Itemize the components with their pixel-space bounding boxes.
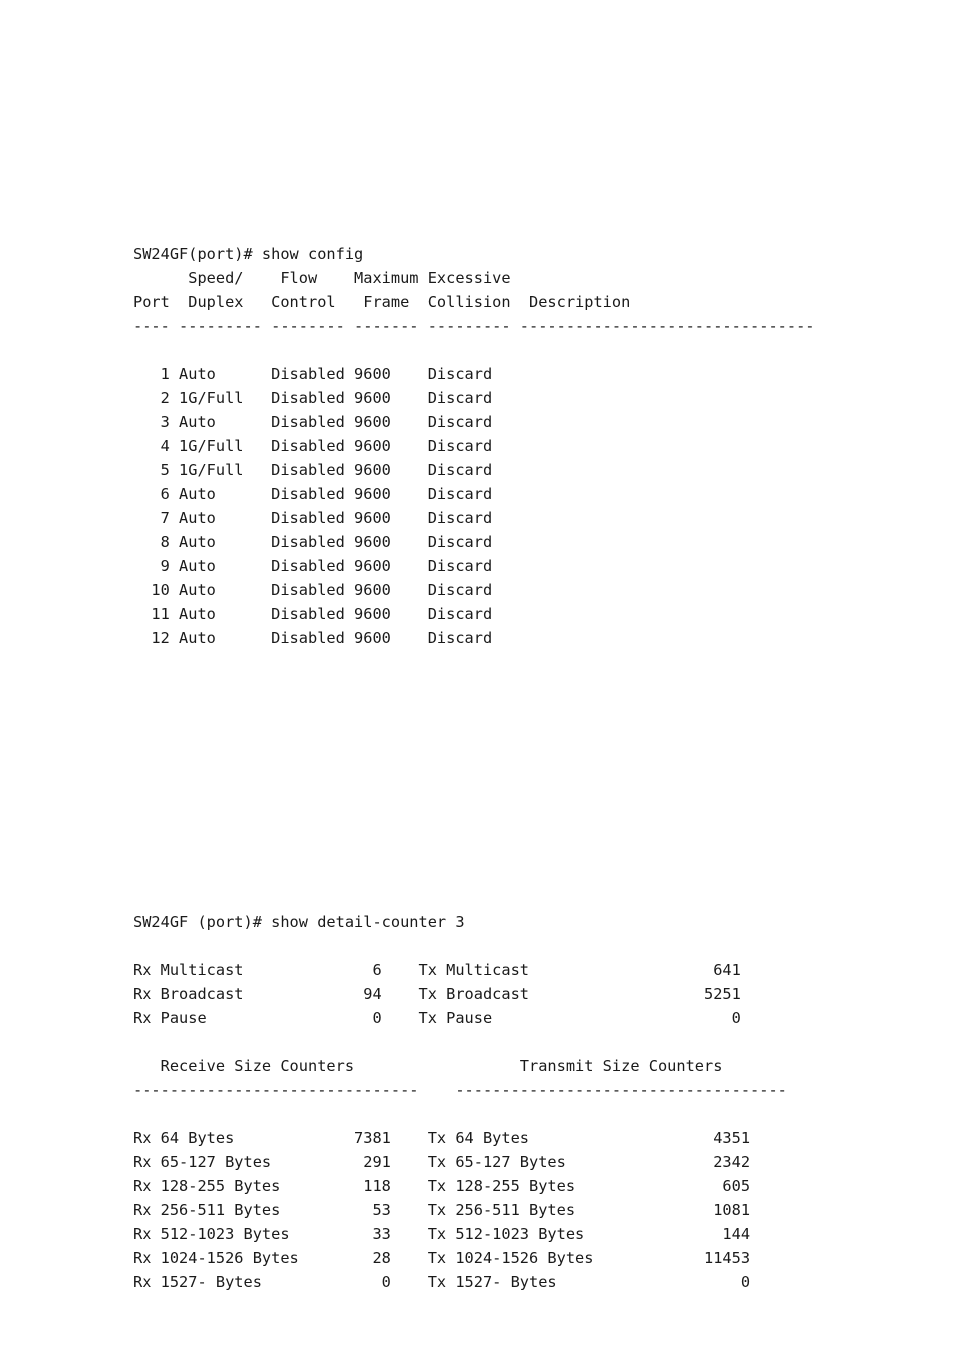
size-counter-row: Rx 256-511 Bytes 53 Tx 256-511 Bytes 1081 <box>133 1201 751 1219</box>
table-row: 10 Auto Disabled 9600 Discard <box>133 581 493 599</box>
size-counters-header: Receive Size Counters Transmit Size Counters <box>133 1057 723 1075</box>
table-header-line: Speed/ Flow Maximum Excessive <box>133 269 511 287</box>
command-line: SW24GF (port)# show detail-counter 3 <box>133 913 465 931</box>
table-row: 9 Auto Disabled 9600 Discard <box>133 557 493 575</box>
counter-summary-row: Rx Pause 0 Tx Pause 0 <box>133 1009 741 1027</box>
command-line: SW24GF(port)# show config <box>133 245 364 263</box>
counter-summary-row: Rx Multicast 6 Tx Multicast 641 <box>133 961 741 979</box>
table-row: 8 Auto Disabled 9600 Discard <box>133 533 493 551</box>
size-counter-row: Rx 1527- Bytes 0 Tx 1527- Bytes 0 <box>133 1273 751 1291</box>
table-row: 2 1G/Full Disabled 9600 Discard <box>133 389 493 407</box>
table-row: 6 Auto Disabled 9600 Discard <box>133 485 493 503</box>
size-counter-row: Rx 64 Bytes 7381 Tx 64 Bytes 4351 <box>133 1129 751 1147</box>
table-row: 4 1G/Full Disabled 9600 Discard <box>133 437 493 455</box>
table-header-line: ---- --------- -------- ------- --------- -------------------------------- <box>133 317 815 335</box>
table-row: 11 Auto Disabled 9600 Discard <box>133 605 493 623</box>
table-row: 3 Auto Disabled 9600 Discard <box>133 413 493 431</box>
counter-summary-row: Rx Broadcast 94 Tx Broadcast 5251 <box>133 985 741 1003</box>
table-row: 12 Auto Disabled 9600 Discard <box>133 629 493 647</box>
size-counter-row: Rx 128-255 Bytes 118 Tx 128-255 Bytes 605 <box>133 1177 751 1195</box>
size-counter-row: Rx 1024-1526 Bytes 28 Tx 1024-1526 Bytes 11453 <box>133 1249 751 1267</box>
table-row: 1 Auto Disabled 9600 Discard <box>133 365 493 383</box>
table-header-line: Port Duplex Control Frame Collision Description <box>133 293 631 311</box>
size-counter-row: Rx 512-1023 Bytes 33 Tx 512-1023 Bytes 144 <box>133 1225 751 1243</box>
table-row: 5 1G/Full Disabled 9600 Discard <box>133 461 493 479</box>
show-detail-counter-output <box>133 910 787 1294</box>
show-config-output <box>133 242 815 650</box>
table-row: 7 Auto Disabled 9600 Discard <box>133 509 493 527</box>
size-counters-rule: ------------------------------- ------------------------------------ <box>133 1081 787 1099</box>
size-counter-row: Rx 65-127 Bytes 291 Tx 65-127 Bytes 2342 <box>133 1153 751 1171</box>
